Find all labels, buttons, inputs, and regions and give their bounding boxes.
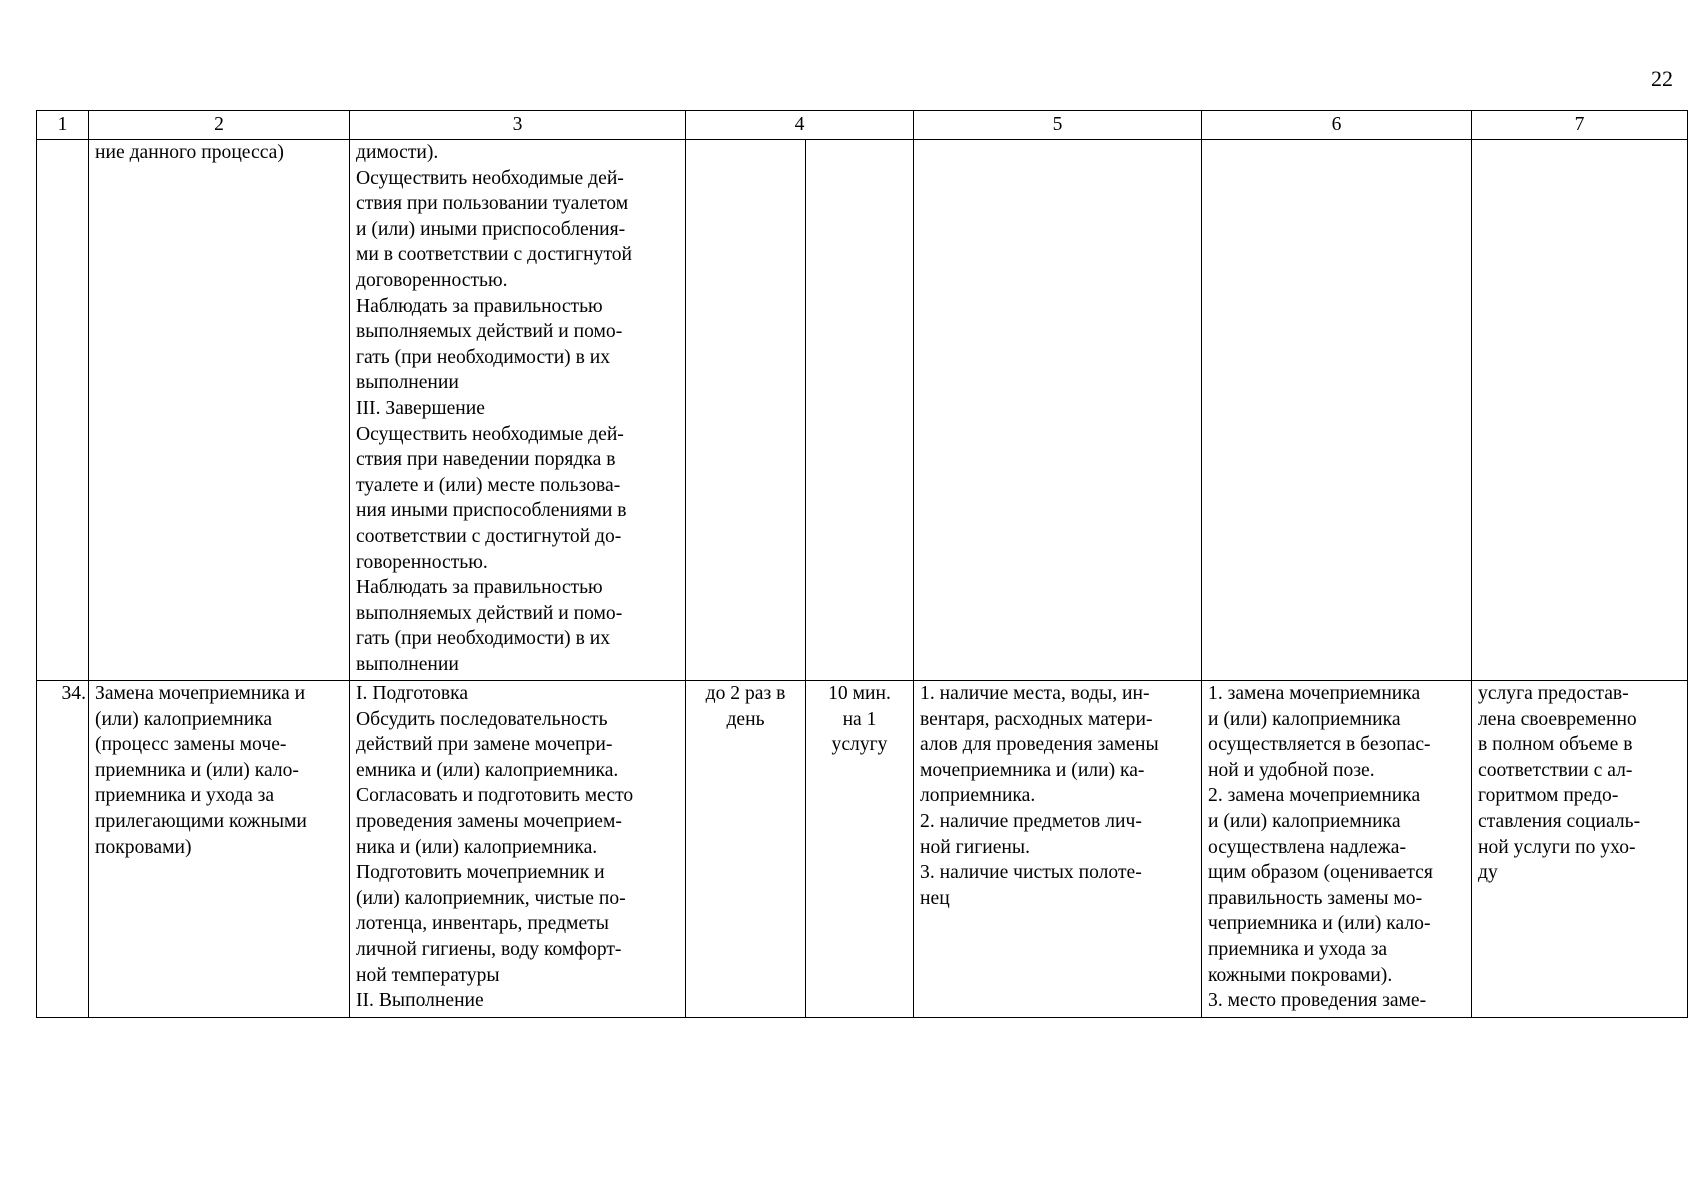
conditions-cell (914, 140, 1202, 681)
service-standards-table (36, 110, 1688, 1018)
column-header-5: 5 (914, 111, 1202, 140)
evaluation-cell (1472, 140, 1688, 681)
conditions-cell: 1. наличие места, воды, ин- вентаря, расходных матери- алов для проведения замены мочеприемника и (или) ка- лоприемника. 2. наличие предметов лич- ной гигиены. 3. наличие чистых полоте- нец (914, 681, 1202, 1018)
row-number (37, 140, 89, 681)
column-header-4: 4 (686, 111, 914, 140)
frequency-cell (686, 140, 806, 681)
service-name-cell: ние данного процесса) (89, 140, 350, 681)
actions-cell: димости). Осуществить необходимые дей- ствия при пользовании туалетом и (или) иными приспособления- ми в соответствии с достигнутой договоренностью. Наблюдать за правильностью выполняемых действий и помо- гать (при необходимости) в их выполнении III. Завершение Осуществить необходимые дей- ствия при наведении порядка в туалете и (или) месте пользова- ния иными приспособлениями в соответствии с достигнутой до- говоренностью. Наблюдать за правильностью выполняемых действий и помо- гать (при необходимости) в их выполнении (350, 140, 686, 681)
page-number: 22 (1651, 66, 1673, 91)
column-header-1: 1 (37, 111, 89, 140)
duration-cell (806, 140, 914, 681)
table-row (37, 140, 1688, 681)
table-row (37, 681, 1688, 1018)
column-header-3: 3 (350, 111, 686, 140)
frequency-cell: до 2 раз в день (686, 681, 806, 1018)
service-name-cell: Замена мочеприемника и (или) калоприемника (процесс замены моче- приемника и (или) кало- приемника и ухода за прилегающими кожными покровами) (89, 681, 350, 1018)
column-number-row (37, 111, 1688, 140)
row-number: 34. (37, 681, 89, 1018)
duration-cell: 10 мин. на 1 услугу (806, 681, 914, 1018)
quality-cell (1202, 140, 1472, 681)
quality-cell: 1. замена мочеприемника и (или) калоприемника осуществляется в безопас- ной и удобной позе. 2. замена мочеприемника и (или) калоприемника осуществлена надлежа- щим образом (оценивается правильность замены мо- чеприемника и (или) кало- приемника и ухода за кожными покровами). 3. место проведения заме- (1202, 681, 1472, 1018)
evaluation-cell: услуга предостав- лена своевременно в полном объеме в соответствии с ал- горитмом предо- ставления социаль- ной услуги по ухо- ду (1472, 681, 1688, 1018)
column-header-6: 6 (1202, 111, 1472, 140)
actions-cell: I. Подготовка Обсудить последовательность действий при замене мочепри- емника и (или) калоприемника. Согласовать и подготовить место проведения замены мочеприем- ника и (или) калоприемника. Подготовить мочеприемник и (или) калоприемник, чистые по- лотенца, инвентарь, предметы личной гигиены, воду комфорт- ной температуры II. Выполнение (350, 681, 686, 1018)
column-header-2: 2 (89, 111, 350, 140)
column-header-7: 7 (1472, 111, 1688, 140)
